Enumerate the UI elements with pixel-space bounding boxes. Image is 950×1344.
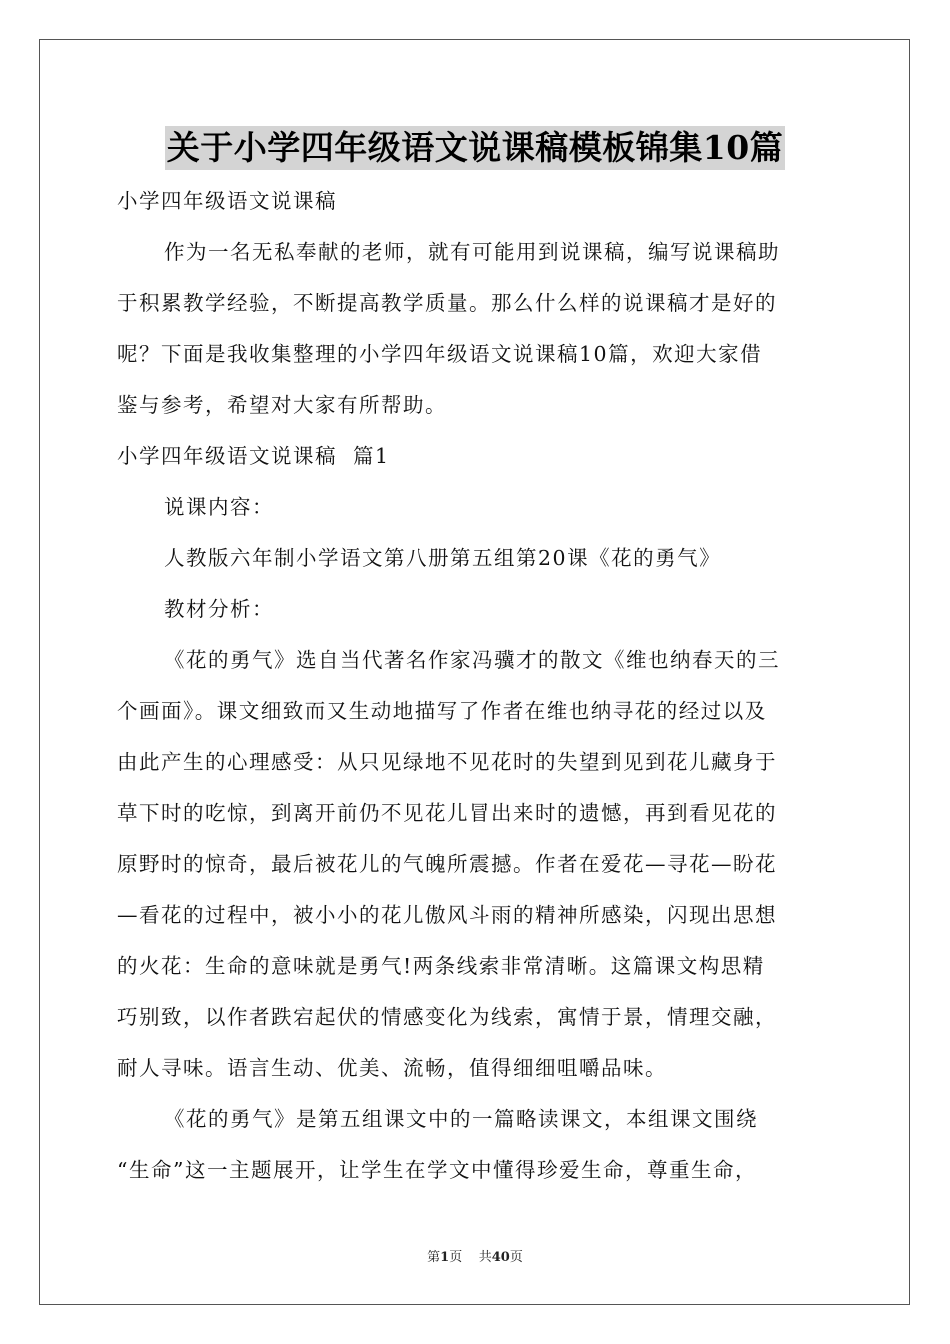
page-suffix: 页 <box>449 1250 463 1265</box>
paragraph-line: 作为一名无私奉献的老师，就有可能用到说课稿，编写说课稿助 <box>164 240 780 264</box>
paragraph-line: 教材分析： <box>164 597 274 621</box>
page-number: 1 <box>440 1250 450 1265</box>
paragraph-line: 的火花：生命的意味就是勇气!两条线索非常清晰。这篇课文构思精 <box>117 954 765 978</box>
paragraph-line: —看花的过程中，被小小的花儿傲风斗雨的精神所感染，闪现出思想 <box>117 903 777 927</box>
paragraph-line: 《花的勇气》选自当代著名作家冯骥才的散文《维也纳春天的三 <box>164 648 780 672</box>
paragraph-line: 巧别致，以作者跌宕起伏的情感变化为线索，寓情于景，情理交融， <box>117 1005 777 1029</box>
paragraph-line: “生命”这一主题展开，让学生在学文中懂得珍爱生命，尊重生命， <box>117 1158 757 1182</box>
paragraph-line: 由此产生的心理感受：从只见绿地不见花时的失望到见到花儿藏身于 <box>117 750 777 774</box>
document-body <box>117 176 833 1196</box>
total-suffix: 页 <box>509 1250 523 1265</box>
paragraph-line: 草下时的吃惊，到离开前仍不见花儿冒出来时的遗憾，再到看见花的 <box>117 801 777 825</box>
total-pages: 40 <box>491 1250 510 1265</box>
document-title: 关于小学四年级语文说课稿模板锦集10篇 <box>165 126 785 170</box>
total-prefix: 共 <box>478 1250 492 1265</box>
paragraph-line: 说课内容： <box>164 495 274 519</box>
paragraph-line: 呢？下面是我收集整理的小学四年级语文说课稿10篇，欢迎大家借 <box>117 342 763 366</box>
page-prefix: 第 <box>427 1250 441 1265</box>
section-heading: 小学四年级语文说课稿 <box>117 189 337 213</box>
paragraph-line: 原野时的惊奇，最后被花儿的气魄所震撼。作者在爱花—寻花—盼花 <box>117 852 777 876</box>
paragraph-line: 鉴与参考，希望对大家有所帮助。 <box>117 393 447 417</box>
paragraph-line: 耐人寻味。语言生动、优美、流畅，值得细细咀嚼品味。 <box>117 1056 667 1080</box>
section-heading: 小学四年级语文说课稿 篇1 <box>117 444 390 468</box>
paragraph-line: 个画面》。课文细致而又生动地描写了作者在维也纳寻花的经过以及 <box>117 699 767 723</box>
title-container <box>0 126 950 170</box>
page-footer <box>0 1246 950 1265</box>
paragraph-line: 人教版六年制小学语文第八册第五组第20课《花的勇气》 <box>164 546 722 570</box>
paragraph-line: 于积累教学经验，不断提高教学质量。那么什么样的说课稿才是好的 <box>117 291 777 315</box>
paragraph-line: 《花的勇气》是第五组课文中的一篇略读课文，本组课文围绕 <box>164 1107 758 1131</box>
